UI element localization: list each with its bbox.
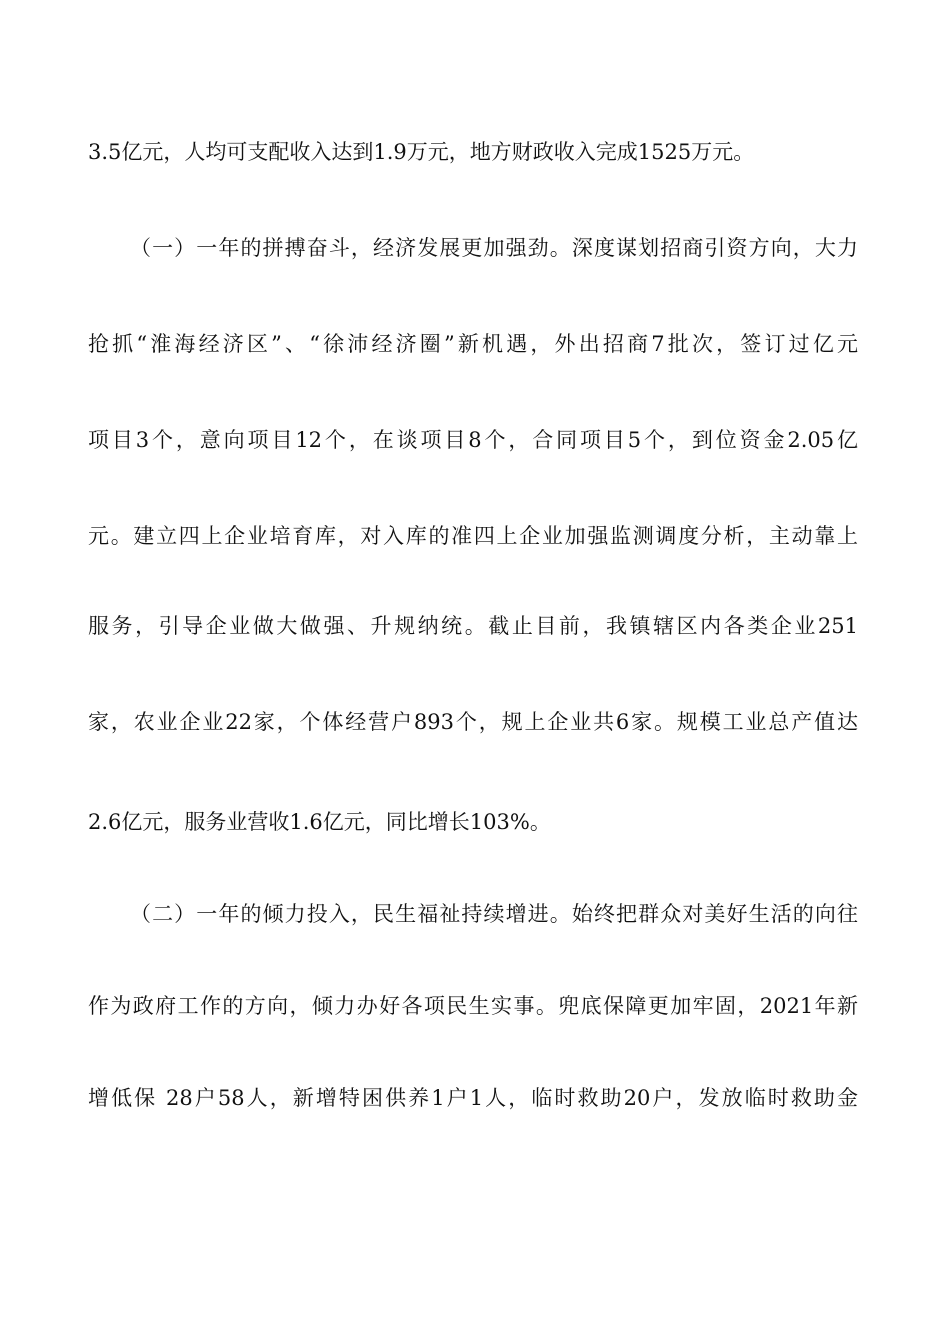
- text-line-9: （二）一年的倾力投入，民生福祉持续增进。始终把群众对美好生活的向往: [130, 902, 858, 926]
- text-line-7: 家，农业企业22家，个体经营户893个，规上企业共6家。规模工业总产值达: [88, 710, 858, 734]
- text-line-2: （一）一年的拼搏奋斗，经济发展更加强劲。深度谋划招商引资方向，大力: [130, 236, 858, 260]
- text-line-1: 3.5亿元，人均可支配收入达到1.9万元，地方财政收入完成1525万元。: [88, 140, 755, 164]
- text-line-4: 项目3个，意向项目12个，在谈项目8个，合同项目5个，到位资金2.05亿: [88, 428, 858, 452]
- text-line-10: 作为政府工作的方向，倾力办好各项民生实事。兜底保障更加牢固，2021年新: [88, 994, 858, 1018]
- text-line-3: 抢抓“淮海经济区”、“徐沛经济圈”新机遇，外出招商7批次，签订过亿元: [88, 332, 858, 356]
- text-line-6: 服务，引导企业做大做强、升规纳统。截止目前，我镇辖区内各类企业251: [88, 614, 858, 638]
- text-line-5: 元。建立四上企业培育库，对入库的准四上企业加强监测调度分析，主动靠上: [88, 524, 858, 548]
- text-line-11: 增低保 28户58人，新增特困供养1户1人，临时救助20户，发放临时救助金: [88, 1086, 858, 1110]
- text-line-8: 2.6亿元，服务业营收1.6亿元，同比增长103%。: [88, 810, 551, 834]
